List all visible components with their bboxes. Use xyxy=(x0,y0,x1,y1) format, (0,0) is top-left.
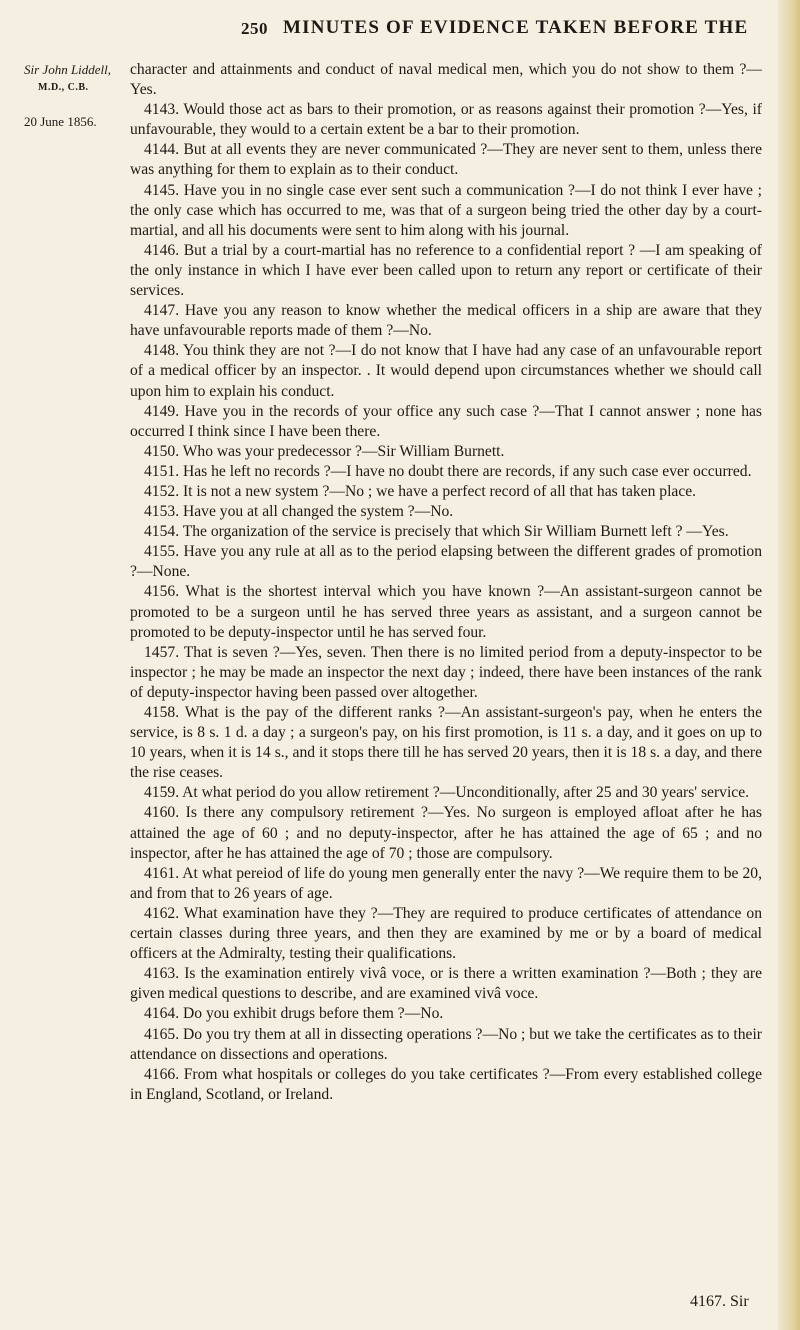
evidence-body xyxy=(130,60,762,1105)
paragraph: 4164. Do you exhibit drugs before them ?—No. xyxy=(144,1005,444,1023)
page-edge-discoloration xyxy=(778,0,800,1330)
page-number: 250 xyxy=(241,19,268,38)
paragraph: 4144. But at all events they are never communicated ?—They are never sent to them, unless there was anything for them to explain as to their conduct. xyxy=(130,141,762,179)
paragraph: 4158. What is the pay of the different ranks ?—An assistant-surgeon's pay, when he enters the service, is 8 s. 1 d. a day ; a surgeon's pay, on his first promotion, is 11 s. a day, and it goes on up to 10 years, when it is 14 s., and it stops there till he has served 20 years, then it is 18 s. a day, and there the rise ceases. xyxy=(130,704,762,782)
witness-degrees: M.D., C.B. xyxy=(38,82,89,93)
paragraph: 4152. It is not a new system ?—No ; we have a perfect record of all that has taken place. xyxy=(144,482,697,500)
paragraph: 4156. What is the shortest interval which you have known ?—An assistant-surgeon cannot be promoted to be a surgeon until he has served three years as assistant, and a surgeon cannot be promoted to be deputy-inspector until he has served four. xyxy=(130,583,762,641)
paragraph: 4146. But a trial by a court-martial has no reference to a confidential report ? —I am speaking of the only instance in which I have ever been called upon to return any report or certificate of their services. xyxy=(130,241,762,300)
paragraph: 4148. You think they are not ?—I do not know that I have had any case of an unfavourable report of a medical officer by an inspector. . It would depend upon circumstances whether we should call upon him to explain his conduct. xyxy=(130,342,762,400)
paragraph: 4159. At what period do you allow retirement ?—Unconditionally, after 25 and 30 years' service. xyxy=(144,784,750,802)
paragraph: 4162. What examination have they ?—They are required to produce certificates of attendance on certain classes during three years, and then they are examined by me or by a board of medical officers at the Admiralty, testing their qualifications. xyxy=(130,904,762,963)
paragraph: 4149. Have you in the records of your office any such case ?—That I cannot answer ; none has occurred I think since I have been there. xyxy=(130,402,762,440)
paragraph: 4147. Have you any reason to know whether the medical officers in a ship are aware that they have unfavourable reports made of them ?—No. xyxy=(130,302,762,340)
paragraph: 4165. Do you try them at all in dissecting operations ?—No ; but we take the certificates as to their attendance on dissections and operations. xyxy=(130,1025,762,1063)
paragraph: 4166. From what hospitals or colleges do you take certificates ?—From every established college in England, Scotland, or Ireland. xyxy=(130,1065,762,1103)
witness-sidenote xyxy=(24,61,111,97)
running-title: MINUTES OF EVIDENCE TAKEN BEFORE THE xyxy=(283,17,749,38)
paragraph: 4150. Who was your predecessor ?—Sir William Burnett. xyxy=(144,442,505,460)
date-sidenote: 20 June 1856. xyxy=(24,114,97,129)
paragraph: 4163. Is the examination entirely vivâ voce, or is there a written examination ?—Both ; they are given medical questions to describe, and are examined vivâ voce. xyxy=(130,965,762,1003)
catchword: 4167. Sir xyxy=(690,1293,749,1310)
paragraph: 4143. Would those act as bars to their promotion, or as reasons against their promotion ?—Yes, if unfavourable, they would to a certain extent be a bar to their promotion. xyxy=(130,101,762,139)
paragraph: 4151. Has he left no records ?—I have no doubt there are records, if any such case ever occurred. xyxy=(144,462,752,480)
paragraph: 4160. Is there any compulsory retirement ?—Yes. No surgeon is employed afloat after he has attained the age of 60 ; and no deputy-inspector, after he has attained the age of 65 ; and no inspector, after he has attained the age of 70 ; those are compulsory. xyxy=(130,804,762,862)
paragraph: character and attainments and conduct of naval medical men, which you do not show to them ?—Yes. xyxy=(130,61,762,99)
paragraph: 4153. Have you at all changed the system ?—No. xyxy=(144,503,454,521)
paragraph: 4161. At what pereiod of life do young men generally enter the navy ?—We require them to be 20, and from that to 26 years of age. xyxy=(130,864,762,902)
paragraph: 4154. The organization of the service is precisely that which Sir William Burnett left ? —Yes. xyxy=(144,523,729,541)
witness-name: Sir John Liddell, xyxy=(24,62,112,77)
paragraph: 4145. Have you in no single case ever sent such a communication ?—I do not think I ever have ; the only case which has occurred to me, was that of a surgeon being tried the other day by a court-martial, and all his documents were sent to him along with his journal. xyxy=(130,181,762,239)
paragraph: 1457. That is seven ?—Yes, seven. Then there is no limited period from a deputy-inspector to be inspector ; he may be made an inspector the next day ; indeed, there have been instances of the rank of deputy-inspector having been passed over altogether. xyxy=(130,643,762,701)
paragraph: 4155. Have you any rule at all as to the period elapsing between the different grades of promotion ?—None. xyxy=(130,543,762,581)
